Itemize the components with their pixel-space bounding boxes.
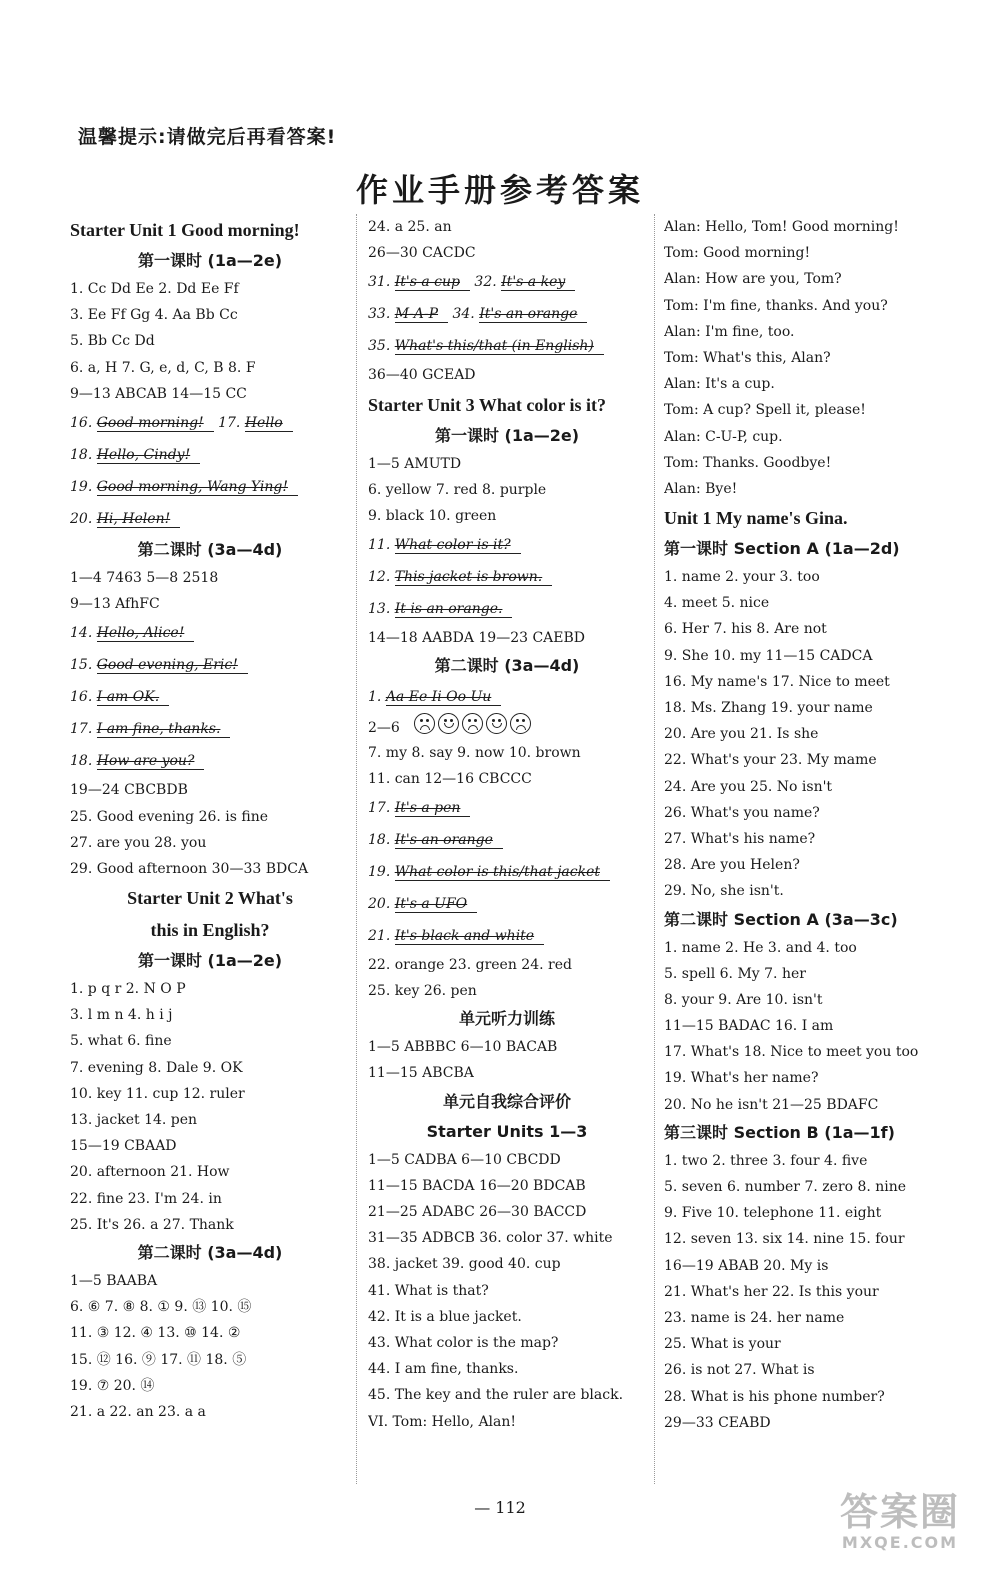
answer-line: 15—19 CBAAD (70, 1138, 177, 1155)
handwritten-answer: Hello, Cindy! (97, 447, 200, 464)
handwritten-answer-row (368, 298, 646, 330)
answer-line: 17. What's 18. Nice to meet you too (664, 1044, 919, 1061)
handwritten-answer: It's black and white (395, 928, 544, 945)
answer-line: 25. It's 26. a 27. Thank (70, 1216, 234, 1233)
handwritten-answer: Hi, Helen! (97, 511, 181, 528)
answer-line: 38. jacket 39. good 40. cup (368, 1256, 561, 1273)
handwritten-answer-row (368, 593, 646, 625)
answer-line: 25. Good evening 26. is fine (70, 808, 269, 825)
answer-line: 6. yellow 7. red 8. purple (368, 481, 547, 498)
lesson-heading: 第二课时 (3a—4d) (137, 1242, 283, 1262)
answer-line: 5. spell 6. My 7. her (664, 965, 806, 982)
unit-heading: Starter Unit 1 Good morning! (70, 220, 300, 240)
question-number: 11. (368, 537, 395, 554)
lesson-heading: 第一课时 (1a—2e) (434, 425, 580, 445)
answer-line: 28. Are you Helen? (664, 857, 800, 874)
answer-line: 11—15 ABCBA (368, 1065, 474, 1082)
handwritten-answer-row (368, 824, 646, 856)
answer-line: 13. jacket 14. pen (70, 1112, 198, 1128)
answer-line: 16. My name's 17. Nice to meet (664, 673, 890, 690)
answer-line: 9—13 AfhFC (70, 596, 160, 613)
handwritten-answer-row (368, 266, 646, 298)
page-number: — 112 (474, 1498, 526, 1517)
handwritten-answer-row (368, 920, 646, 952)
answer-line: 6. ⑥ 7. ⑧ 8. ① 9. ⑬ 10. ⑮ (70, 1299, 252, 1316)
sad-face-icon (414, 713, 435, 734)
handwritten-answer-row (70, 713, 350, 745)
handwritten-answer-row (70, 745, 350, 777)
answer-line: 1—5 ABBBC 6—10 BACAB (368, 1039, 558, 1056)
unit-heading: this in English? (150, 920, 270, 941)
answer-column-1 (70, 214, 350, 1425)
answer-line: 6. Her 7. his 8. Are not (664, 621, 827, 638)
answer-line: VI. Tom: Hello, Alan! (368, 1413, 517, 1430)
unit-heading: Unit 1 My name's Gina. (664, 508, 848, 529)
answer-line: 1. Cc Dd Ee 2. Dd Ee Ff (70, 281, 239, 297)
answer-line: Alan: How are you, Tom? (664, 271, 842, 288)
answer-line: 36—40 GCEAD (368, 367, 476, 384)
question-number: 14. (70, 625, 97, 642)
happy-face-icon (438, 713, 459, 734)
question-number: 35. (368, 338, 395, 355)
answer-line: 11—15 BADAC 16. I am (664, 1018, 834, 1035)
question-number: 17. (368, 799, 395, 816)
question-number: 33. (368, 306, 395, 323)
handwritten-answer-row (368, 561, 646, 593)
handwritten-answer: This jacket is brown. (395, 569, 553, 586)
answer-line: 43. What color is the map? (368, 1334, 559, 1351)
answer-line: 19. ⑦ 20. ⑭ (70, 1377, 155, 1394)
handwritten-answer-row (368, 681, 646, 713)
question-number: 31. (368, 274, 395, 291)
question-number: 19. (70, 478, 97, 495)
question-number: 17. (70, 721, 97, 738)
handwritten-answer: What color is this/that jacket (395, 864, 610, 881)
handwritten-answer-row (70, 407, 350, 439)
column-divider (356, 214, 357, 1484)
happy-face-icon (486, 713, 507, 734)
answer-line: 27. are you 28. you (70, 834, 207, 851)
answer-line: 21. a 22. an 23. a a (70, 1403, 206, 1420)
handwritten-answer: What's this/that (in English) (395, 338, 604, 355)
question-number: 2—6 (368, 720, 400, 737)
answer-line: 1. p q r 2. N O P (70, 981, 186, 998)
answer-line: 21. What's her 22. Is this your (664, 1283, 879, 1300)
answer-column-2 (368, 214, 646, 1435)
handwritten-answer: It's an orange (479, 306, 587, 323)
question-number: 20. (70, 510, 97, 527)
lesson-heading: 第一课时 Section A (1a—2d) (664, 539, 900, 559)
answer-line: 42. It is a blue jacket. (368, 1308, 522, 1325)
handwritten-answer-row (70, 617, 350, 649)
answer-line: 9. black 10. green (368, 507, 497, 524)
page-title: 作业手册参考答案 (355, 171, 644, 209)
face-answer-row (368, 713, 646, 739)
handwritten-answer: Good morning! (97, 415, 214, 432)
handwritten-answer: Good morning, Wang Ying! (97, 479, 298, 496)
handwritten-answer: What color is it? (395, 537, 521, 554)
unit-heading: Starter Unit 3 What color is it? (368, 394, 606, 415)
answer-line: Alan: Bye! (664, 480, 738, 497)
handwritten-answer-row (70, 471, 350, 503)
handwritten-answer: It's a pen (395, 800, 471, 817)
answer-line: 44. I am fine, thanks. (368, 1361, 519, 1378)
answer-line: 9. Five 10. telephone 11. eight (664, 1205, 882, 1222)
sad-face-icon (510, 713, 531, 734)
handwritten-answer: It's a key (501, 274, 575, 291)
answer-line: 29. No, she isn't. (664, 883, 784, 900)
answer-line: 45. The key and the ruler are black. (368, 1387, 624, 1404)
answer-line: 27. What's his name? (664, 830, 816, 847)
answer-line: 1—5 CADBA 6—10 CBCDD (368, 1151, 561, 1168)
question-number: 18. (70, 446, 97, 463)
answer-line: Alan: C-U-P, cup. (664, 428, 783, 445)
answer-line: 29. Good afternoon 30—33 BDCA (70, 860, 309, 877)
answer-line: 20. No he isn't 21—25 BDAFC (664, 1096, 879, 1113)
answer-line: 5. Bb Cc Dd (70, 333, 155, 350)
answer-line: 8. your 9. Are 10. isn't (664, 991, 823, 1008)
answer-line: 26. is not 27. What is (664, 1362, 815, 1379)
question-number: 21. (368, 927, 395, 944)
question-number: 20. (368, 895, 395, 912)
answer-line: 19—24 CBCBDB (70, 782, 188, 799)
lesson-heading: 第二课时 Section A (3a—3c) (664, 909, 898, 929)
answer-line: Tom: Good morning! (664, 245, 811, 262)
handwritten-answer-row (368, 888, 646, 920)
handwritten-answer-row (70, 649, 350, 681)
handwritten-answer: Hello, Alice! (97, 625, 195, 642)
answer-line: 23. name is 24. her name (664, 1309, 845, 1326)
handwritten-answer-row (368, 330, 646, 362)
answer-line: 9—13 ABCAB 14—15 CC (70, 385, 247, 402)
answer-line: 24. a 25. an (368, 219, 452, 235)
handwritten-answer: I am fine, thanks. (97, 721, 231, 738)
question-number: 1. (368, 689, 386, 706)
lesson-heading: 第二课时 (3a—4d) (434, 656, 580, 676)
question-number: 18. (368, 831, 395, 848)
question-number: 18. (70, 753, 97, 770)
handwritten-answer-row (368, 792, 646, 824)
answer-line: 10. key 11. cup 12. ruler (70, 1085, 245, 1102)
answer-line: 26. What's you name? (664, 804, 820, 821)
answer-line: 31—35 ADBCB 36. color 37. white (368, 1230, 613, 1247)
answer-line: Tom: Thanks. Goodbye! (664, 454, 832, 471)
question-number: 15. (70, 657, 97, 674)
answer-line: 25. What is your (664, 1336, 781, 1353)
answer-line: 4. meet 5. nice (664, 595, 770, 612)
handwritten-answer-row (70, 681, 350, 713)
answer-line: 20. afternoon 21. How (70, 1164, 230, 1181)
answer-line: 1—4 7463 5—8 2518 (70, 569, 219, 586)
question-number: 32. (469, 274, 502, 291)
answer-line: 3. l m n 4. h i j (70, 1007, 173, 1024)
handwritten-answer: How are you? (97, 753, 205, 770)
handwritten-answer: Good evening, Eric! (97, 657, 248, 674)
answer-line: 24. Are you 25. No isn't (664, 778, 833, 795)
question-number: 19. (368, 863, 395, 880)
answer-line: Tom: What's this, Alan? (664, 349, 831, 366)
answer-line: 3. Ee Ff Gg 4. Aa Bb Cc (70, 307, 238, 324)
answer-line: 18. Ms. Zhang 19. your name (664, 700, 873, 716)
answer-line: 1—5 AMUTD (368, 455, 462, 472)
handwritten-answer: It is an orange. (395, 601, 513, 618)
site-watermark (820, 1490, 980, 1560)
answer-line: 1. name 2. your 3. too (664, 569, 820, 586)
answer-line: Alan: Hello, Tom! Good morning! (664, 219, 899, 235)
answer-line: 5. seven 6. number 7. zero 8. nine (664, 1179, 907, 1195)
handwritten-answer: It's an orange (395, 832, 503, 849)
handwritten-answer-row (368, 856, 646, 888)
question-number: 12. (368, 569, 395, 586)
lesson-heading: 单元自我综合评价 (442, 1091, 571, 1111)
answer-line: 5. what 6. fine (70, 1033, 172, 1050)
handwritten-answer-row (368, 529, 646, 561)
handwritten-answer: It's a cup (395, 274, 470, 291)
lesson-heading: 第一课时 (1a—2e) (137, 251, 283, 270)
question-number: 13. (368, 601, 395, 618)
lesson-heading: 第三课时 Section B (1a—1f) (664, 1122, 895, 1142)
question-number: 34. (448, 306, 480, 323)
answer-line: Alan: I'm fine, too. (664, 323, 795, 340)
answer-line: 12. seven 13. six 14. nine 15. four (664, 1231, 905, 1248)
answer-line: 29—33 CEABD (664, 1414, 771, 1431)
answer-line: 11. can 12—16 CBCCC (368, 770, 532, 787)
answer-line: 22. orange 23. green 24. red (368, 956, 572, 973)
answer-line: 7. evening 8. Dale 9. OK (70, 1059, 243, 1076)
lesson-heading: Starter Units 1—3 (426, 1121, 588, 1141)
answer-line: 25. key 26. pen (368, 983, 477, 1000)
answer-line: 22. What's your 23. My mame (664, 752, 877, 769)
lesson-heading: 单元听力训练 (458, 1009, 555, 1029)
handwritten-answer: M-A-P (395, 306, 448, 323)
answer-line: 6. a, H 7. G, e, d, C, B 8. F (70, 359, 256, 376)
handwritten-answer-row (70, 503, 350, 535)
answer-line: 9. She 10. my 11—15 CADCA (664, 647, 873, 664)
answer-line: Tom: A cup? Spell it, please! (664, 402, 866, 419)
answer-line: 15. ⑫ 16. ⑨ 17. ⑪ 18. ⑤ (70, 1351, 247, 1368)
lesson-heading: 第一课时 (1a—2e) (137, 951, 283, 971)
question-number: 16. (70, 414, 97, 431)
answer-line: 26—30 CACDC (368, 245, 476, 262)
answer-line: Alan: It's a cup. (664, 376, 775, 393)
answer-column-3 (664, 214, 964, 1436)
watermark-url: MXQE.COM (841, 1533, 959, 1552)
answer-line: 7. my 8. say 9. now 10. brown (368, 744, 581, 761)
handwritten-answer-row (70, 439, 350, 471)
answer-line: 16—19 ABAB 20. My is (664, 1257, 829, 1274)
question-number: 17. (213, 414, 245, 431)
answer-line: 11. ③ 12. ④ 13. ⑩ 14. ② (70, 1325, 241, 1342)
answer-line: 11—15 BACDA 16—20 BDCAB (368, 1177, 586, 1194)
watermark-logo-text: 答案圈 (839, 1490, 960, 1534)
answer-line: 28. What is his phone number? (664, 1388, 885, 1405)
sad-face-icon (462, 713, 483, 734)
column-divider (654, 214, 655, 1484)
handwritten-answer: I am OK. (97, 689, 169, 706)
handwritten-answer: It's a UFO (395, 896, 477, 913)
answer-line: 21—25 ADABC 26—30 BACCD (368, 1204, 587, 1220)
answer-line: 1. name 2. He 3. and 4. too (664, 939, 857, 956)
answer-line: 19. What's her name? (664, 1070, 819, 1087)
question-number: 16. (70, 689, 97, 706)
handwritten-answer: Hello (245, 415, 293, 432)
answer-line: 14—18 AABDA 19—23 CAEBD (368, 630, 586, 647)
answer-line: Tom: I'm fine, thanks. And you? (664, 297, 888, 314)
answer-line: 1. two 2. three 3. four 4. five (664, 1152, 868, 1169)
face-drawings (414, 713, 534, 739)
answer-line: 41. What is that? (368, 1282, 489, 1299)
handwritten-answer: Aa Ee Ii Oo Uu (386, 689, 502, 706)
reminder-tip: 温馨提示:请做完后再看答案! (78, 126, 337, 148)
answer-line: 1—5 BAABA (70, 1272, 158, 1289)
answer-line: 20. Are you 21. Is she (664, 726, 819, 743)
unit-heading: Starter Unit 2 What's (127, 888, 293, 909)
lesson-heading: 第二课时 (3a—4d) (137, 539, 283, 559)
answer-line: 22. fine 23. I'm 24. in (70, 1190, 222, 1207)
